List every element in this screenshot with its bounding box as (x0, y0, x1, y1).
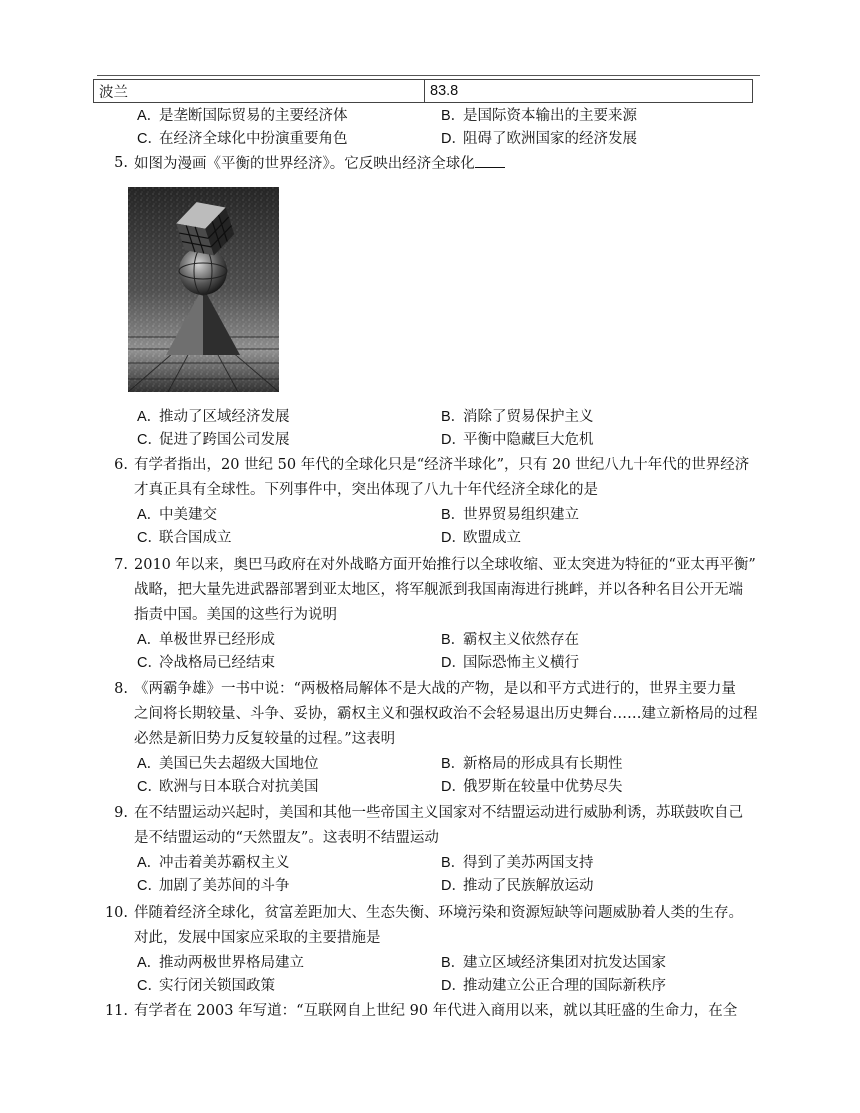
q4-option-d: D．阻碍了欧洲国家的经济发展 (441, 131, 637, 147)
data-table (93, 79, 753, 103)
q4-option-b: B．是国际资本输出的主要来源 (441, 108, 637, 124)
q6-option-b: B．世界贸易组织建立 (441, 507, 579, 523)
q6-option-d: D．欧盟成立 (441, 530, 521, 546)
q10-stem-line: 对此，发展中国家应采取的主要措施是 (134, 930, 381, 946)
q10-option-d: D．推动建立公正合理的国际新秩序 (441, 978, 666, 994)
q9-stem-line: 在不结盟运动兴起时，美国和其他一些帝国主义国家对不结盟运动进行威胁利诱，苏联鼓吹自己 (134, 805, 743, 821)
table-cell-country: 波兰 (94, 80, 425, 103)
q11-stem-line: 有学者在 2003 年写道：“互联网自上世纪 90 年代进入商用以来，就以其旺盛的生命力，在全 (134, 1003, 738, 1019)
q8-option-a: A．美国已失去超级大国地位 (137, 756, 319, 772)
top-rule (97, 75, 760, 76)
table-cell-value: 83.8 (425, 80, 753, 103)
q5-option-a: A．推动了区域经济发展 (137, 409, 290, 425)
q9-option-a: A．冲击着美苏霸权主义 (137, 855, 290, 871)
q6-number: 6. (114, 457, 128, 473)
q7-stem-line: 2010 年以来，奥巴马政府在对外战略方面开始推行以全球收缩、亚太突进为特征的“亚太再平衡” (134, 557, 756, 573)
q5-number: 5. (114, 155, 128, 171)
q9-option-c: C．加剧了美苏间的斗争 (137, 878, 290, 894)
q5-option-c: C．促进了跨国公司发展 (137, 432, 290, 448)
q5-stem: 如图为漫画《平衡的世界经济》。它反映出经济全球化 (134, 153, 505, 174)
q7-option-c: C．冷战格局已经结束 (137, 655, 275, 671)
q6-option-a: A．中美建交 (137, 507, 217, 523)
q9-number: 9. (114, 805, 128, 821)
q11-number: 11. (104, 1003, 128, 1019)
table-row (94, 80, 753, 103)
q10-option-a: A．推动两极世界格局建立 (137, 955, 304, 971)
q7-stem-line: 战略，把大量先进武器部署到亚太地区，将军舰派到我国南海进行挑衅，并以各种名目公开无端 (134, 582, 743, 598)
q8-stem-line: 之间将长期较量、斗争、妥协，霸权主义和强权政治不会轻易退出历史舞台……建立新格局的过程 (134, 706, 758, 722)
q9-stem-line: 是不结盟运动的“天然盟友”。这表明不结盟运动 (134, 830, 439, 846)
q5-option-d: D．平衡中隐藏巨大危机 (441, 432, 594, 448)
q10-option-b: B．建立区域经济集团对抗发达国家 (441, 955, 666, 971)
cartoon-image (128, 187, 279, 392)
q7-option-a: A．单极世界已经形成 (137, 632, 275, 648)
q6-stem-line: 才真正具有全球性。下列事件中，突出体现了八九十年代经济全球化的是 (134, 482, 598, 498)
q8-option-b: B．新格局的形成具有长期性 (441, 756, 623, 772)
q9-option-d: D．推动了民族解放运动 (441, 878, 594, 894)
q8-option-d: D．俄罗斯在较量中优势尽失 (441, 779, 623, 795)
q10-option-c: C．实行闭关锁国政策 (137, 978, 275, 994)
q8-stem-line: 《两霸争雄》一书中说：“两极格局解体不是大战的产物，是以和平方式进行的，世界主要力量 (134, 681, 736, 697)
q7-option-b: B．霸权主义依然存在 (441, 632, 579, 648)
q7-option-d: D．国际恐怖主义横行 (441, 655, 579, 671)
q8-stem-line: 必然是新旧势力反复较量的过程。”这表明 (134, 731, 396, 747)
q10-number: 10. (104, 905, 128, 921)
q6-option-c: C．联合国成立 (137, 530, 232, 546)
q9-option-b: B．得到了美苏两国支持 (441, 855, 594, 871)
q7-number: 7. (114, 557, 128, 573)
q8-number: 8. (114, 681, 128, 697)
q8-option-c: C．欧洲与日本联合对抗美国 (137, 779, 319, 795)
q4-option-c: C．在经济全球化中扮演重要角色 (137, 131, 348, 147)
q6-stem-line: 有学者指出，20 世纪 50 年代的全球化只是“经济半球化”，只有 20 世纪八九十年代的世界经济 (134, 457, 750, 473)
q10-stem-line: 伴随着经济全球化，贫富差距加大、生态失衡、环境污染和资源短缺等问题威胁着人类的生存。 (134, 905, 743, 921)
q5-option-b: B．消除了贸易保护主义 (441, 409, 594, 425)
q7-stem-line: 指责中国。美国的这些行为说明 (134, 607, 337, 623)
q4-option-a: A．是垄断国际贸易的主要经济体 (137, 108, 348, 124)
